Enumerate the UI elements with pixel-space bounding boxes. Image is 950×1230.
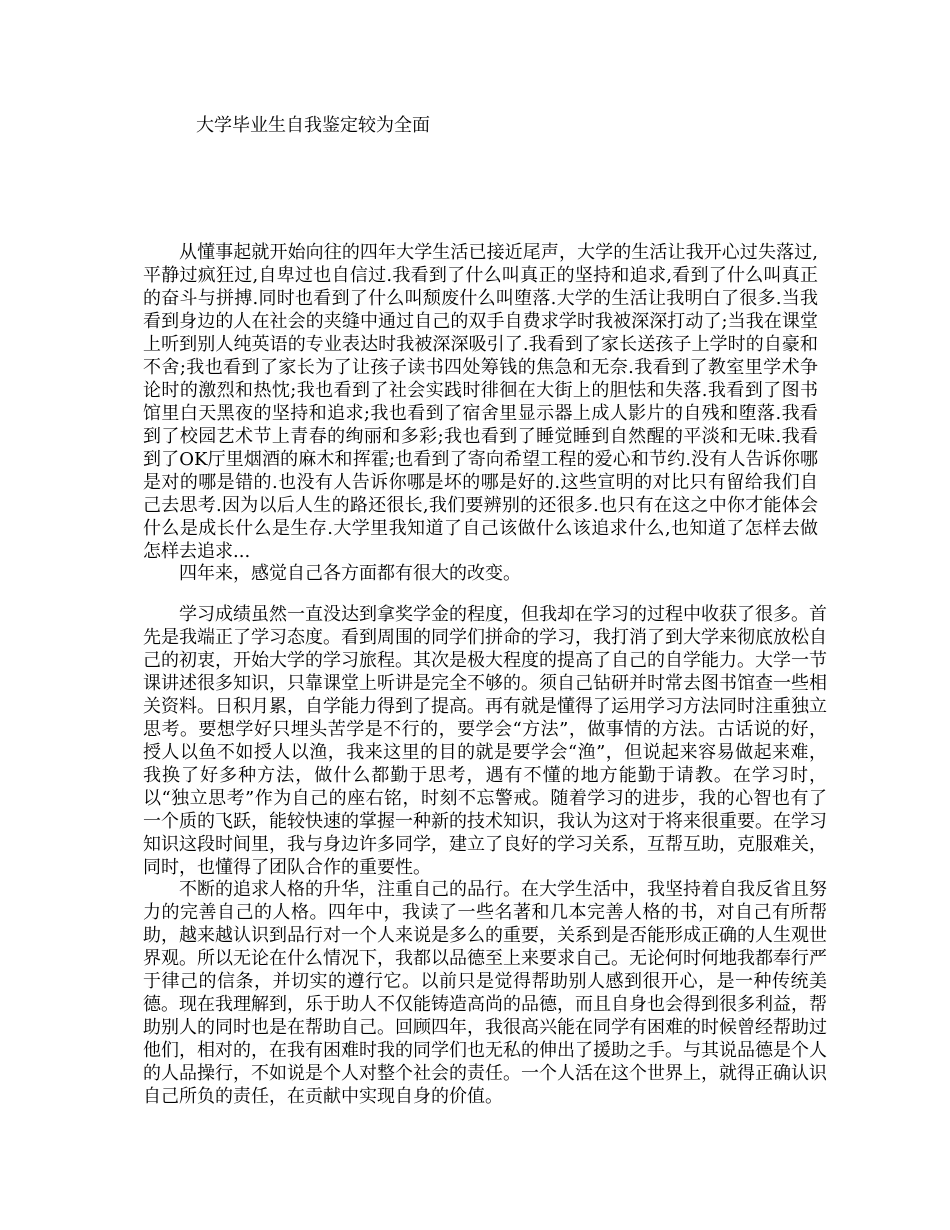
paragraph-intro: 从懂事起就开始向往的四年大学生活已接近尾声，大学的生活让我开心过失落过,平静过疯狂过,自卑过也自信过.我看到了什么叫真正的坚持和追求,看到了什么叫真正的奋斗与拼搏.同时也看到了什么叫颓废什么叫堕落.大学的生活让我明白了很多.当我看到身边的人在社会的夹缝中通过自己的双手自费求学时我被深深打动了;当我在课堂上听到别人纯英语的专业表达时我被深深吸引了.我看到了家长送孩子上学时的自豪和不舍;我也看到了家长为了让孩子读书四处筹钱的焦急和无奈.我看到了教室里学术争论时的激烈和热忱;我也看到了社会实践时徘徊在大街上的胆怯和失落.我看到了图书馆里白天黑夜的坚持和追求;我也看到了宿舍里显示器上成人影片的自残和堕落.我看到了校园艺术节上青春的绚丽和多彩;我也看到了睡觉睡到自然醒的平淡和无味.我看到了OK厅里烟酒的麻木和挥霍;也看到了寄向希望工程的爱心和节约.没有人告诉你哪是对的哪是错的.也没有人告诉你哪是坏的哪是好的.这些宣明的对比只有留给我们自己去思考.因为以后人生的路还很长,我们要辨别的还很多.也只有在这之中你才能体会什么是成长什么是生存.大学里我知道了自己该做什么该追求什么,也知道了怎样去做怎样去追求... <box>143 242 818 562</box>
paragraph-summary: 四年来，感觉自己各方面都有很大的改变。 <box>179 563 521 584</box>
paragraph-character: 不断的追求人格的升华，注重自己的品行。在大学生活中，我坚持着自我反省且努力的完善自己的人格。四年中，我读了一些名著和几本完善人格的书，对自己有所帮助，越来越认识到品行对一个人来说是多么的重要，关系到是否能形成正确的人生观世界观。所以无论在什么情况下，我都以品德至上来要求自己。无论何时何地我都奉行严于律己的信条，并切实的遵行它。以前只是觉得帮助别人感到很开心，是一种传统美德。现在我理解到，乐于助人不仅能铸造高尚的品德，而且自身也会得到很多利益，帮助别人的同时也是在帮助自己。回顾四年，我很高兴能在同学有困难的时候曾经帮助过他们，相对的，在我有困难时我的同学们也无私的伸出了援助之手。与其说品德是个人的人品操行，不如说是个人对整个社会的责任。一个人活在这个世界上，就得正确认识自己所负的责任，在贡献中实现自身的价值。 <box>143 879 827 1107</box>
paragraph-study: 学习成绩虽然一直没达到拿奖学金的程度，但我却在学习的过程中收获了很多。首先是我端正了学习态度。看到周围的同学们拼命的学习，我打消了到大学来彻底放松自己的初衷，开始大学的学习旅程。其次是极大程度的提高了自己的自学能力。大学一节课讲述很多知识，只靠课堂上听讲是完全不够的。须自己钻研并时常去图书馆查一些相关资料。日积月累，自学能力得到了提高。再有就是懂得了运用学习方法同时注重独立思考。要想学好只埋头苦学是不行的，要学会“方法”，做事情的方法。古话说的好，授人以鱼不如授人以渔，我来这里的目的就是要学会“渔”，但说起来容易做起来难，我换了好多种方法，做什么都勤于思考，遇有不懂的地方能勤于请教。在学习时，以“独立思考”作为自己的座右铭，时刻不忘警戒。随着学习的进步，我的心智也有了一个质的飞跃，能较快速的掌握一种新的技术知识，我认为这对于将来很重要。在学习知识这段时间里，我与身边许多同学，建立了良好的学习关系，互帮互助，克服难关，同时，也懂得了团队合作的重要性。 <box>143 604 827 878</box>
document-title: 大学毕业生自我鉴定较为全面 <box>196 115 430 136</box>
